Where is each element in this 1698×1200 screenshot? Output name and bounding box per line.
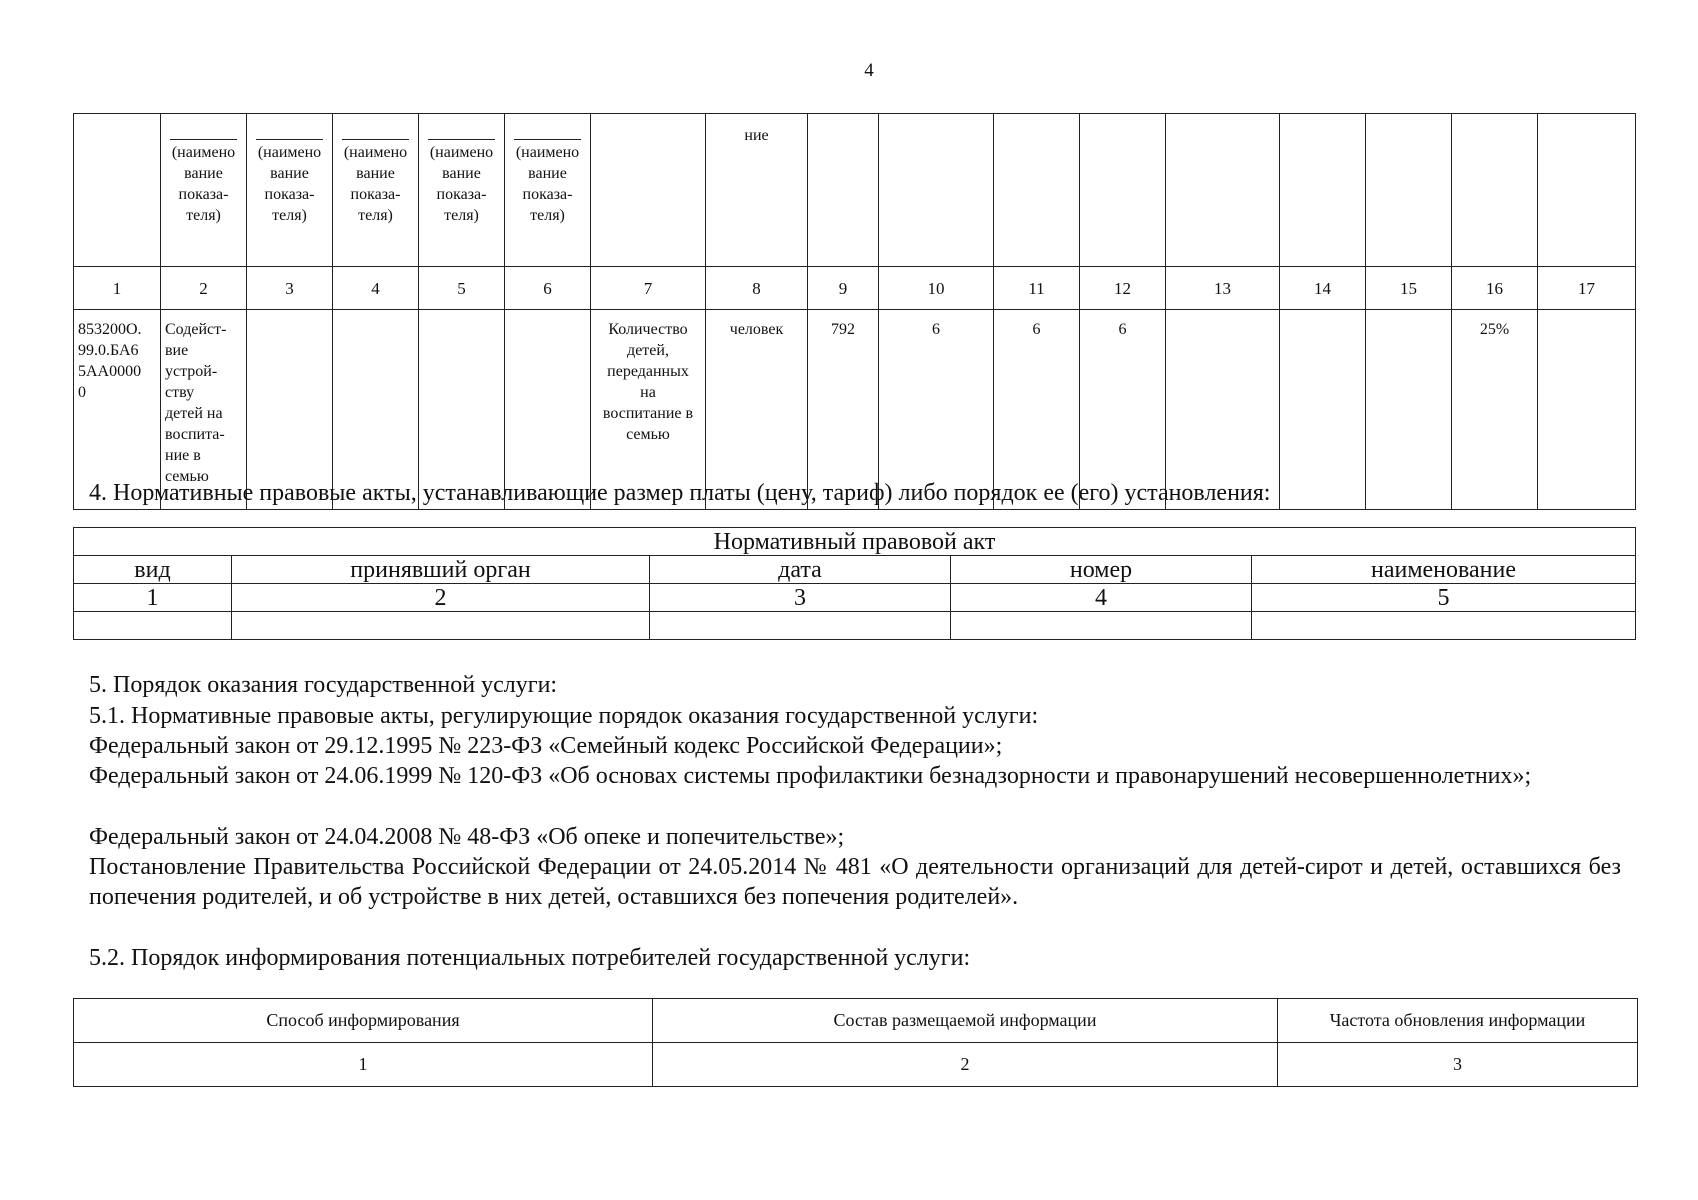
col-number: 7: [591, 267, 706, 310]
col-number: 4: [333, 267, 419, 310]
header-cell: [1452, 114, 1538, 267]
header-cell-col8: ние: [706, 114, 808, 267]
value-cell-12: 6: [1080, 310, 1166, 510]
okei-code-cell: 792: [808, 310, 879, 510]
law-item: Федеральный закон от 24.06.1999 № 120-ФЗ «Об основах системы профилактики безнадзорности и правонарушений несовершеннолетних»;: [89, 763, 1532, 789]
law-item: Постановление Правительства Российской Федерации от 24.05.2014 № 481 «О деятельности организаций для детей-сирот и детей, оставшихся без попечения родителей, и об устройстве в них детей, оставшихся без попечения родителей».: [89, 854, 1621, 910]
col-number: 1: [74, 1043, 653, 1087]
service-content-cell: Содейст- вие устрой- ству детей на воспита- ние в семью: [161, 310, 247, 510]
empty-cell: [1280, 310, 1366, 510]
col-number: 2: [232, 584, 650, 612]
col-header: дата: [650, 556, 951, 584]
empty-cell: [1252, 612, 1636, 640]
header-cell: [74, 114, 161, 267]
col-number: 17: [1538, 267, 1636, 310]
col-number: 13: [1166, 267, 1280, 310]
law-item: Федеральный закон от 24.04.2008 № 48-ФЗ «Об опеке и попечительстве»;: [89, 824, 845, 850]
col-number: 16: [1452, 267, 1538, 310]
header-cell: [591, 114, 706, 267]
unit-cell: человек: [706, 310, 808, 510]
table-title: Нормативный правовой акт: [74, 528, 1636, 556]
empty-cell: [951, 612, 1252, 640]
table-header-row: [74, 114, 1636, 267]
indicators-table: [73, 113, 1636, 510]
law-item: Федеральный закон от 29.12.1995 № 223-ФЗ «Семейный кодекс Российской Федерации»;: [89, 733, 1003, 759]
header-cell: [1538, 114, 1636, 267]
col-number: 2: [161, 267, 247, 310]
header-cell: [1080, 114, 1166, 267]
col-number: 2: [653, 1043, 1278, 1087]
col-number: 1: [74, 584, 232, 612]
value-cell-11: 6: [994, 310, 1080, 510]
col-number: 11: [994, 267, 1080, 310]
empty-cell: [1538, 310, 1636, 510]
col-number: 1: [74, 267, 161, 310]
col-number: 9: [808, 267, 879, 310]
header-cell: [994, 114, 1080, 267]
column-numbers-row: [74, 267, 1636, 310]
header-cell: [1280, 114, 1366, 267]
col-number: 5: [1252, 584, 1636, 612]
col-number: 3: [247, 267, 333, 310]
legal-acts-table: [73, 527, 1636, 640]
col-header: принявший орган: [232, 556, 650, 584]
header-cell: [1366, 114, 1452, 267]
indicator-name-cell: Количество детей, переданных на воспитание в семью: [591, 310, 706, 510]
indicator-label-cell: (наимено вание показа- теля): [247, 114, 333, 267]
col-header: Способ информирования: [74, 999, 653, 1043]
col-header: Частота обновления информации: [1278, 999, 1638, 1043]
col-number: 6: [505, 267, 591, 310]
section-4-title: 4. Нормативные правовые акты, устанавливающие размер платы (цену, тариф) либо порядок ее (его) установления:: [89, 480, 1271, 506]
col-header: номер: [951, 556, 1252, 584]
col-header: наименование: [1252, 556, 1636, 584]
col-number: 8: [706, 267, 808, 310]
empty-cell: [650, 612, 951, 640]
header-cell: [1166, 114, 1280, 267]
empty-cell: [74, 612, 232, 640]
col-number: 4: [951, 584, 1252, 612]
value-cell-10: 6: [879, 310, 994, 510]
col-number: 3: [1278, 1043, 1638, 1087]
empty-cell: [232, 612, 650, 640]
section-5-1-title: 5.1. Нормативные правовые акты, регулирующие порядок оказания государственной услуги:: [89, 703, 1039, 729]
value-cell-16: 25%: [1452, 310, 1538, 510]
informing-table: [73, 998, 1638, 1087]
section-5-title: 5. Порядок оказания государственной услуги:: [89, 672, 558, 698]
indicator-label-cell: (наимено вание показа- теля): [505, 114, 591, 267]
header-cell: [808, 114, 879, 267]
col-header: вид: [74, 556, 232, 584]
col-number: 10: [879, 267, 994, 310]
col-header: Состав размещаемой информации: [653, 999, 1278, 1043]
registry-code-cell: 853200О. 99.0.БА6 5АА0000 0: [74, 310, 161, 510]
col-number: 5: [419, 267, 505, 310]
indicator-label-cell: (наимено вание показа- теля): [333, 114, 419, 267]
header-cell: [879, 114, 994, 267]
empty-cell: [1366, 310, 1452, 510]
indicator-label-cell: (наимено вание показа- теля): [419, 114, 505, 267]
page-number: 4: [864, 60, 874, 81]
col-number: 15: [1366, 267, 1452, 310]
col-number: 12: [1080, 267, 1166, 310]
section-5-2-title: 5.2. Порядок информирования потенциальных потребителей государственной услуги:: [89, 945, 971, 971]
indicator-label-cell: (наимено вание показа- теля): [161, 114, 247, 267]
col-number: 14: [1280, 267, 1366, 310]
col-number: 3: [650, 584, 951, 612]
